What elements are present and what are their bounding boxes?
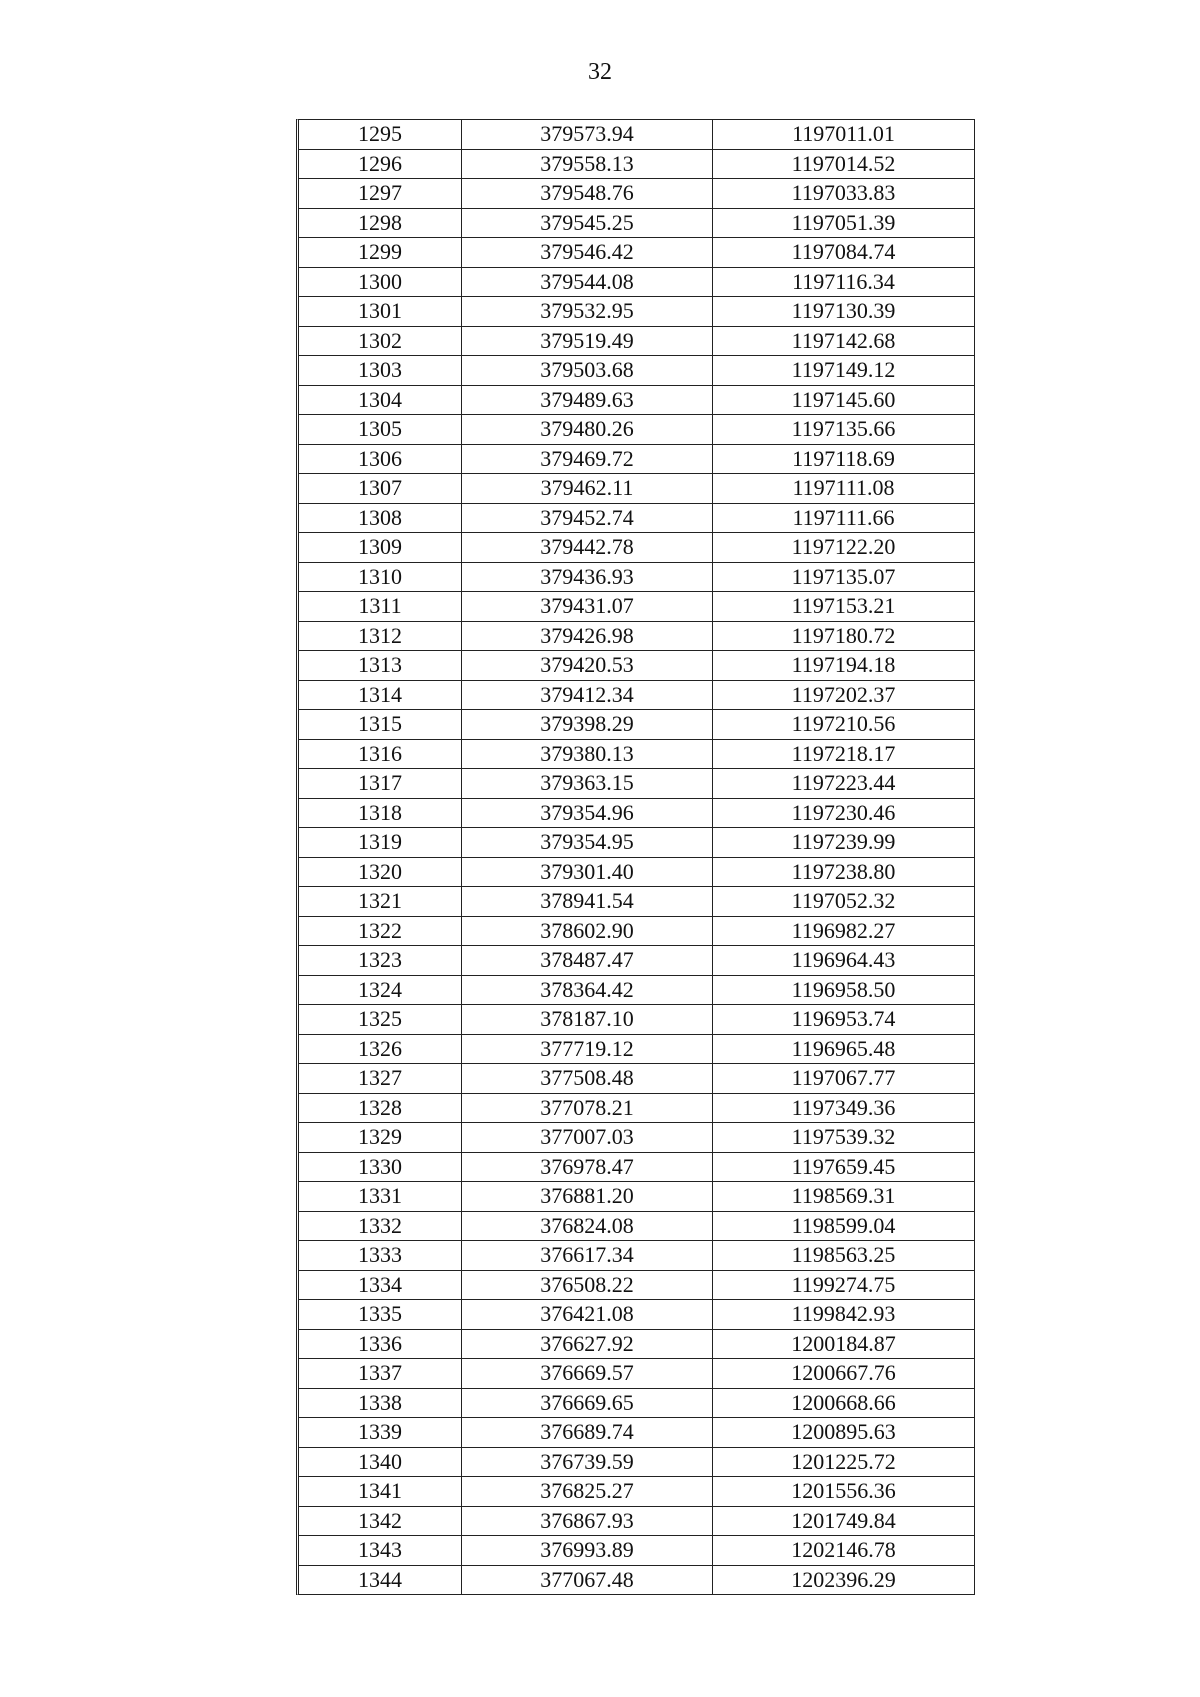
- x-coordinate-cell: 377508.48: [462, 1064, 713, 1094]
- y-coordinate-cell: 1196964.43: [713, 946, 975, 976]
- table-row: [299, 1211, 974, 1241]
- point-number-cell: 1301: [299, 297, 462, 327]
- y-coordinate-cell: 1197659.45: [713, 1152, 975, 1182]
- point-number-cell: 1321: [299, 887, 462, 917]
- y-coordinate-cell: 1197194.18: [713, 651, 975, 681]
- table-row: [299, 503, 974, 533]
- coordinates-table-body: [299, 120, 974, 1594]
- x-coordinate-cell: 376669.65: [462, 1388, 713, 1418]
- point-number-cell: 1339: [299, 1418, 462, 1448]
- x-coordinate-cell: 379363.15: [462, 769, 713, 799]
- table-row: [299, 356, 974, 386]
- x-coordinate-cell: 376617.34: [462, 1241, 713, 1271]
- table-row: [299, 179, 974, 209]
- y-coordinate-cell: 1197067.77: [713, 1064, 975, 1094]
- point-number-cell: 1314: [299, 680, 462, 710]
- y-coordinate-cell: 1197230.46: [713, 798, 975, 828]
- x-coordinate-cell: 379380.13: [462, 739, 713, 769]
- x-coordinate-cell: 378941.54: [462, 887, 713, 917]
- table-row: [299, 916, 974, 946]
- y-coordinate-cell: 1197033.83: [713, 179, 975, 209]
- x-coordinate-cell: 376824.08: [462, 1211, 713, 1241]
- y-coordinate-cell: 1198599.04: [713, 1211, 975, 1241]
- table-row: [299, 1300, 974, 1330]
- x-coordinate-cell: 377719.12: [462, 1034, 713, 1064]
- table-row: [299, 444, 974, 474]
- x-coordinate-cell: 379544.08: [462, 267, 713, 297]
- x-coordinate-cell: 378487.47: [462, 946, 713, 976]
- y-coordinate-cell: 1197223.44: [713, 769, 975, 799]
- point-number-cell: 1322: [299, 916, 462, 946]
- table-row: [299, 149, 974, 179]
- y-coordinate-cell: 1197153.21: [713, 592, 975, 622]
- table-row: [299, 238, 974, 268]
- table-row: [299, 1093, 974, 1123]
- point-number-cell: 1319: [299, 828, 462, 858]
- y-coordinate-cell: 1197052.32: [713, 887, 975, 917]
- page-number: 32: [588, 59, 612, 85]
- table-row: [299, 1123, 974, 1153]
- table-row: [299, 1034, 974, 1064]
- y-coordinate-cell: 1197014.52: [713, 149, 975, 179]
- table-row: [299, 1477, 974, 1507]
- x-coordinate-cell: 379398.29: [462, 710, 713, 740]
- point-number-cell: 1344: [299, 1565, 462, 1594]
- table-row: [299, 1329, 974, 1359]
- table-row: [299, 1270, 974, 1300]
- y-coordinate-cell: 1200184.87: [713, 1329, 975, 1359]
- point-number-cell: 1315: [299, 710, 462, 740]
- table-row: [299, 1064, 974, 1094]
- point-number-cell: 1297: [299, 179, 462, 209]
- table-row: [299, 946, 974, 976]
- x-coordinate-cell: 379354.95: [462, 828, 713, 858]
- point-number-cell: 1332: [299, 1211, 462, 1241]
- point-number-cell: 1330: [299, 1152, 462, 1182]
- y-coordinate-cell: 1197349.36: [713, 1093, 975, 1123]
- table-row: [299, 1447, 974, 1477]
- x-coordinate-cell: 377067.48: [462, 1565, 713, 1594]
- table-row: [299, 1359, 974, 1389]
- coordinates-table: [299, 120, 974, 1594]
- x-coordinate-cell: 376881.20: [462, 1182, 713, 1212]
- y-coordinate-cell: 1198569.31: [713, 1182, 975, 1212]
- table-row: [299, 651, 974, 681]
- x-coordinate-cell: 377007.03: [462, 1123, 713, 1153]
- table-row: [299, 297, 974, 327]
- point-number-cell: 1302: [299, 326, 462, 356]
- table-row: [299, 828, 974, 858]
- point-number-cell: 1299: [299, 238, 462, 268]
- y-coordinate-cell: 1201225.72: [713, 1447, 975, 1477]
- point-number-cell: 1311: [299, 592, 462, 622]
- y-coordinate-cell: 1200667.76: [713, 1359, 975, 1389]
- point-number-cell: 1338: [299, 1388, 462, 1418]
- x-coordinate-cell: 379545.25: [462, 208, 713, 238]
- point-number-cell: 1317: [299, 769, 462, 799]
- point-number-cell: 1331: [299, 1182, 462, 1212]
- table-row: [299, 1241, 974, 1271]
- x-coordinate-cell: 379426.98: [462, 621, 713, 651]
- x-coordinate-cell: 379412.34: [462, 680, 713, 710]
- table-row: [299, 1182, 974, 1212]
- table-row: [299, 415, 974, 445]
- point-number-cell: 1318: [299, 798, 462, 828]
- point-number-cell: 1320: [299, 857, 462, 887]
- table-row: [299, 975, 974, 1005]
- x-coordinate-cell: 376993.89: [462, 1536, 713, 1566]
- x-coordinate-cell: 379436.93: [462, 562, 713, 592]
- x-coordinate-cell: 379532.95: [462, 297, 713, 327]
- table-row: [299, 1565, 974, 1594]
- table-row: [299, 267, 974, 297]
- point-number-cell: 1295: [299, 120, 462, 149]
- table-row: [299, 1418, 974, 1448]
- x-coordinate-cell: 379431.07: [462, 592, 713, 622]
- y-coordinate-cell: 1197135.07: [713, 562, 975, 592]
- point-number-cell: 1325: [299, 1005, 462, 1035]
- point-number-cell: 1303: [299, 356, 462, 386]
- point-number-cell: 1334: [299, 1270, 462, 1300]
- table-row: [299, 680, 974, 710]
- table-row: [299, 857, 974, 887]
- x-coordinate-cell: 376669.57: [462, 1359, 713, 1389]
- x-coordinate-cell: 379354.96: [462, 798, 713, 828]
- y-coordinate-cell: 1196953.74: [713, 1005, 975, 1035]
- x-coordinate-cell: 376739.59: [462, 1447, 713, 1477]
- y-coordinate-cell: 1197238.80: [713, 857, 975, 887]
- point-number-cell: 1309: [299, 533, 462, 563]
- point-number-cell: 1304: [299, 385, 462, 415]
- x-coordinate-cell: 378364.42: [462, 975, 713, 1005]
- table-row: [299, 887, 974, 917]
- x-coordinate-cell: 376867.93: [462, 1506, 713, 1536]
- table-row: [299, 208, 974, 238]
- point-number-cell: 1313: [299, 651, 462, 681]
- point-number-cell: 1298: [299, 208, 462, 238]
- table-row: [299, 533, 974, 563]
- point-number-cell: 1336: [299, 1329, 462, 1359]
- point-number-cell: 1335: [299, 1300, 462, 1330]
- y-coordinate-cell: 1197111.66: [713, 503, 975, 533]
- y-coordinate-cell: 1196965.48: [713, 1034, 975, 1064]
- y-coordinate-cell: 1201749.84: [713, 1506, 975, 1536]
- x-coordinate-cell: 379558.13: [462, 149, 713, 179]
- table-row: [299, 592, 974, 622]
- x-coordinate-cell: 379462.11: [462, 474, 713, 504]
- y-coordinate-cell: 1197051.39: [713, 208, 975, 238]
- point-number-cell: 1323: [299, 946, 462, 976]
- point-number-cell: 1326: [299, 1034, 462, 1064]
- y-coordinate-cell: 1197539.32: [713, 1123, 975, 1153]
- y-coordinate-cell: 1202146.78: [713, 1536, 975, 1566]
- y-coordinate-cell: 1197149.12: [713, 356, 975, 386]
- x-coordinate-cell: 379301.40: [462, 857, 713, 887]
- point-number-cell: 1305: [299, 415, 462, 445]
- table-row: [299, 739, 974, 769]
- y-coordinate-cell: 1197118.69: [713, 444, 975, 474]
- point-number-cell: 1329: [299, 1123, 462, 1153]
- x-coordinate-cell: 379489.63: [462, 385, 713, 415]
- point-number-cell: 1316: [299, 739, 462, 769]
- point-number-cell: 1342: [299, 1506, 462, 1536]
- x-coordinate-cell: 376689.74: [462, 1418, 713, 1448]
- x-coordinate-cell: 376627.92: [462, 1329, 713, 1359]
- y-coordinate-cell: 1202396.29: [791, 1566, 896, 1592]
- y-coordinate-cell: 1197142.68: [713, 326, 975, 356]
- point-number-cell: 1307: [299, 474, 462, 504]
- y-coordinate-cell: 1200895.63: [713, 1418, 975, 1448]
- table-row: [299, 1536, 974, 1566]
- point-number-cell: 1296: [299, 149, 462, 179]
- table-row: [299, 621, 974, 651]
- y-coordinate-cell: 1198563.25: [713, 1241, 975, 1271]
- x-coordinate-cell: 378602.90: [462, 916, 713, 946]
- y-coordinate-cell: 1197210.56: [713, 710, 975, 740]
- y-coordinate-cell: 1197011.01: [713, 120, 975, 149]
- x-coordinate-cell: 379469.72: [462, 444, 713, 474]
- table-row: [299, 1005, 974, 1035]
- x-coordinate-cell: 379420.53: [462, 651, 713, 681]
- table-row: [299, 769, 974, 799]
- y-coordinate-cell: 1196958.50: [713, 975, 975, 1005]
- point-number-cell: 1340: [299, 1447, 462, 1477]
- point-number-cell: 1328: [299, 1093, 462, 1123]
- y-coordinate-cell: 1197122.20: [713, 533, 975, 563]
- y-coordinate-cell: 1199842.93: [713, 1300, 975, 1330]
- table-row: [299, 120, 974, 149]
- y-coordinate-cell: 1197116.34: [713, 267, 975, 297]
- y-coordinate-cell: 1199274.75: [713, 1270, 975, 1300]
- x-coordinate-cell: 376978.47: [462, 1152, 713, 1182]
- table-row: [299, 326, 974, 356]
- x-coordinate-cell: 376825.27: [462, 1477, 713, 1507]
- point-number-cell: 1341: [299, 1477, 462, 1507]
- point-number-cell: 1327: [299, 1064, 462, 1094]
- point-number-cell: 1337: [299, 1359, 462, 1389]
- y-coordinate-cell: 1197239.99: [713, 828, 975, 858]
- point-number-cell: 1333: [299, 1241, 462, 1271]
- table-row: [299, 385, 974, 415]
- table-row: [299, 710, 974, 740]
- table-row: [299, 1152, 974, 1182]
- x-coordinate-cell: 379480.26: [462, 415, 713, 445]
- x-coordinate-cell: 378187.10: [462, 1005, 713, 1035]
- point-number-cell: 1300: [299, 267, 462, 297]
- y-coordinate-cell: 1197135.66: [713, 415, 975, 445]
- x-coordinate-cell: 377078.21: [462, 1093, 713, 1123]
- coordinates-table-container: [296, 119, 975, 1595]
- x-coordinate-cell: 376421.08: [462, 1300, 713, 1330]
- table-row: [299, 798, 974, 828]
- x-coordinate-cell: 376508.22: [462, 1270, 713, 1300]
- y-coordinate-cell: 1197180.72: [713, 621, 975, 651]
- x-coordinate-cell: 379546.42: [462, 238, 713, 268]
- point-number-cell: 1308: [299, 503, 462, 533]
- x-coordinate-cell: 379452.74: [462, 503, 713, 533]
- point-number-cell: 1312: [299, 621, 462, 651]
- table-row: [299, 562, 974, 592]
- x-coordinate-cell: 379442.78: [462, 533, 713, 563]
- x-coordinate-cell: 379573.94: [462, 120, 713, 149]
- y-coordinate-cell: 1197111.08: [713, 474, 975, 504]
- y-coordinate-cell: 1197202.37: [713, 680, 975, 710]
- y-coordinate-cell: 1201556.36: [713, 1477, 975, 1507]
- point-number-cell: 1310: [299, 562, 462, 592]
- table-row: [299, 1388, 974, 1418]
- point-number-cell: 1324: [299, 975, 462, 1005]
- point-number-cell: 1343: [299, 1536, 462, 1566]
- x-coordinate-cell: 379519.49: [462, 326, 713, 356]
- table-row: [299, 1506, 974, 1536]
- y-coordinate-cell: 1197218.17: [713, 739, 975, 769]
- table-row: [299, 474, 974, 504]
- y-coordinate-cell: 1197130.39: [713, 297, 975, 327]
- y-coordinate-cell: 1197145.60: [713, 385, 975, 415]
- y-coordinate-cell: 1200668.66: [713, 1388, 975, 1418]
- x-coordinate-cell: 379548.76: [462, 179, 713, 209]
- y-coordinate-cell: 1196982.27: [713, 916, 975, 946]
- x-coordinate-cell: 379503.68: [462, 356, 713, 386]
- point-number-cell: 1306: [299, 444, 462, 474]
- y-coordinate-cell: 1197084.74: [713, 238, 975, 268]
